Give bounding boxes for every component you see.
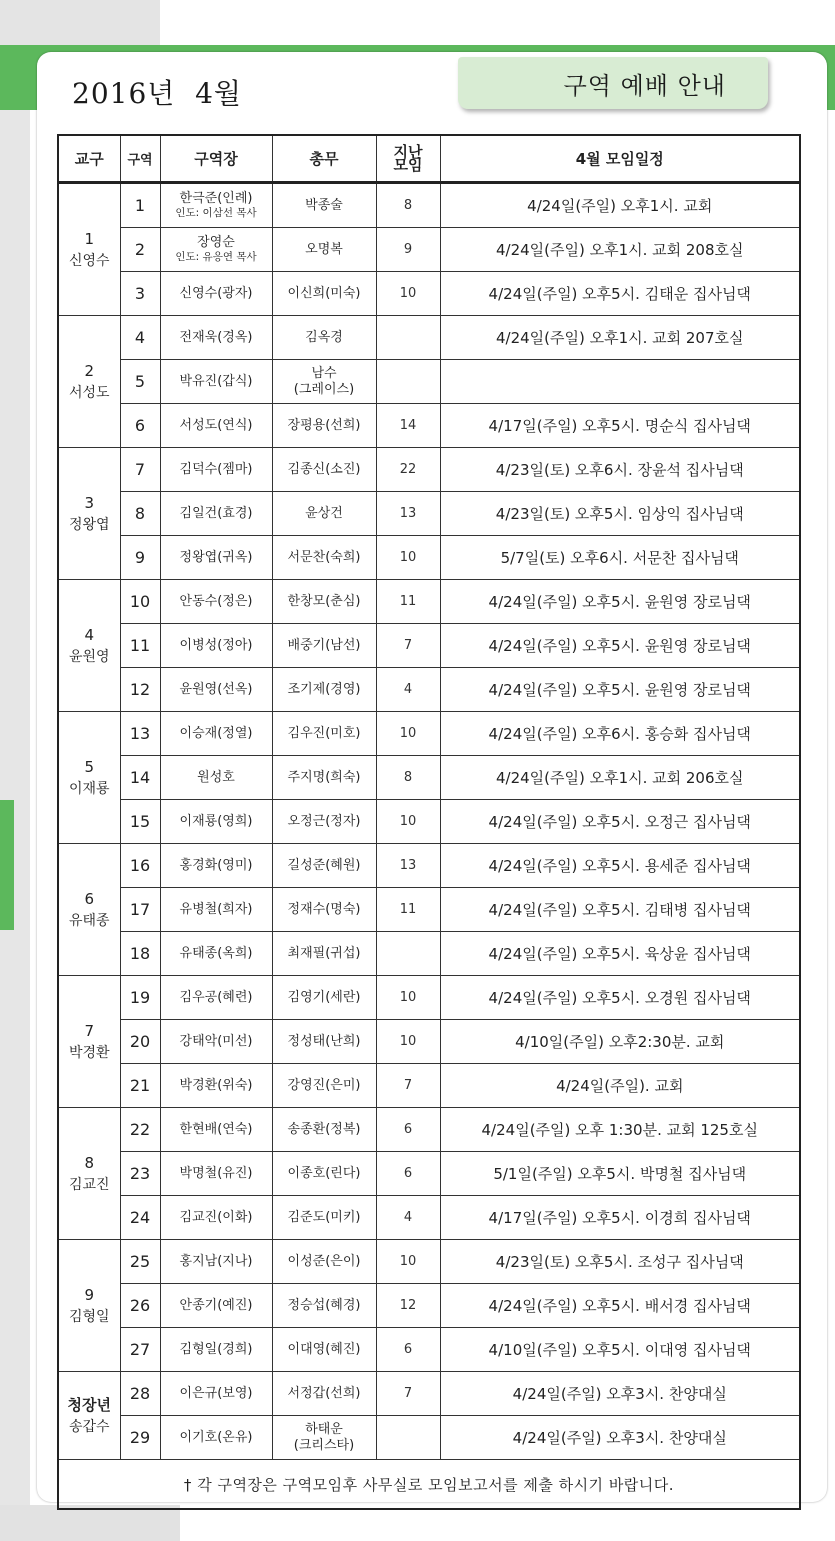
schedule-cell: 4/23일(토) 오후6시. 장윤석 집사님댁 — [440, 448, 800, 492]
zone-number: 19 — [120, 976, 160, 1020]
parish-number: 6 — [84, 889, 95, 908]
schedule-cell: 5/7일(토) 오후6시. 서문찬 집사님댁 — [440, 536, 800, 580]
parish-name: 윤원영 — [68, 648, 110, 665]
schedule-cell: 4/24일(주일) 오후1시. 교회 206호실 — [440, 756, 800, 800]
parish-cell — [58, 448, 120, 580]
schedule-cell: 4/24일(주일) 오후5시. 배서경 집사님댁 — [440, 1284, 800, 1328]
leader-name: 박유진(갑식) — [179, 374, 253, 389]
zone-number: 8 — [120, 492, 160, 536]
last-meeting-count: 4 — [376, 1196, 440, 1240]
zone-number: 27 — [120, 1328, 160, 1372]
parish-number: 7 — [84, 1021, 95, 1040]
parish-number: 1 — [84, 229, 95, 248]
leader-cell — [160, 183, 272, 228]
leader-cell — [160, 1020, 272, 1064]
parish-cell — [58, 1372, 120, 1460]
page-title: 2016년 4월 — [72, 77, 242, 110]
schedule-cell: 5/1일(주일) 오후5시. 박명철 집사님댁 — [440, 1152, 800, 1196]
leader-cell — [160, 492, 272, 536]
table-row — [58, 316, 800, 360]
zone-number: 17 — [120, 888, 160, 932]
parish-cell — [58, 1240, 120, 1372]
last-meeting-count: 22 — [376, 448, 440, 492]
last-meeting-count: 10 — [376, 1020, 440, 1064]
table-row — [58, 272, 800, 316]
leader-name: 김교진(이화) — [179, 1210, 253, 1225]
table-row — [58, 1284, 800, 1328]
col-header-schedule: 4월 모임일정 — [440, 135, 800, 183]
schedule-cell: 4/17일(주일) 오후5시. 이경희 집사님댁 — [440, 1196, 800, 1240]
leader-cell — [160, 668, 272, 712]
table-row — [58, 712, 800, 756]
leader-name: 안종기(예진) — [179, 1298, 253, 1313]
leader-guide: 인도: 이삼선 목사 — [175, 206, 257, 219]
col-header-manager: 총무 — [272, 135, 376, 183]
schedule-cell: 4/24일(주일) 오후5시. 김태운 집사님댁 — [440, 272, 800, 316]
manager-cell: 이신희(미숙) — [272, 272, 376, 316]
zone-number: 16 — [120, 844, 160, 888]
schedule-cell: 4/24일(주일). 교회 — [440, 1064, 800, 1108]
schedule-cell: 4/24일(주일) 오후3시. 찬양대실 — [440, 1372, 800, 1416]
leader-name: 이재룡(영희) — [179, 814, 253, 829]
table-row — [58, 888, 800, 932]
manager-cell: 길성준(혜원) — [272, 844, 376, 888]
table-row — [58, 580, 800, 624]
table-row — [58, 492, 800, 536]
leader-cell — [160, 360, 272, 404]
zone-number: 2 — [120, 228, 160, 272]
leader-name: 이병성(정아) — [179, 638, 253, 653]
leader-cell — [160, 932, 272, 976]
table-body — [58, 183, 800, 1460]
leader-cell — [160, 1372, 272, 1416]
table-row — [58, 448, 800, 492]
parish-number: 2 — [84, 361, 95, 380]
last-meeting-count: 10 — [376, 800, 440, 844]
table-row — [58, 1240, 800, 1284]
footer-note: † 각 구역장은 구역모임후 사무실로 모임보고서를 제출 하시기 바랍니다. — [58, 1460, 800, 1510]
leader-name: 강태악(미선) — [179, 1034, 253, 1049]
zone-number: 29 — [120, 1416, 160, 1460]
last-meeting-count: 10 — [376, 1240, 440, 1284]
table-row — [58, 932, 800, 976]
col-header-last-meeting: 지난 모임 — [376, 135, 440, 183]
last-meeting-count: 10 — [376, 976, 440, 1020]
manager-cell: 김우진(미호) — [272, 712, 376, 756]
leader-cell — [160, 800, 272, 844]
leader-cell — [160, 624, 272, 668]
schedule-cell: 4/10일(주일) 오후2:30분. 교회 — [440, 1020, 800, 1064]
table-row — [58, 624, 800, 668]
last-meeting-count: 14 — [376, 404, 440, 448]
schedule-cell: 4/10일(주일) 오후5시. 이대영 집사님댁 — [440, 1328, 800, 1372]
title-tab-label: 구역 예배 안내 — [563, 71, 726, 100]
parish-number: 4 — [84, 625, 95, 644]
schedule-cell: 4/24일(주일) 오후5시. 오정근 집사님댁 — [440, 800, 800, 844]
leader-name: 장영순 — [197, 234, 235, 250]
parish-name: 박경환 — [68, 1044, 110, 1061]
leader-name: 박경환(위숙) — [179, 1078, 253, 1093]
col-header-parish: 교구 — [58, 135, 120, 183]
schedule-cell: 4/23일(토) 오후5시. 임상익 집사님댁 — [440, 492, 800, 536]
manager-cell: 강영진(은미) — [272, 1064, 376, 1108]
leader-guide: 인도: 유응연 목사 — [175, 250, 257, 263]
background-left-gray — [0, 45, 30, 1541]
leader-name: 홍경화(영미) — [179, 858, 253, 873]
manager-cell: 서문찬(숙희) — [272, 536, 376, 580]
last-meeting-count: 7 — [376, 1372, 440, 1416]
manager-cell: 정재수(명숙) — [272, 888, 376, 932]
leader-name: 김형일(경희) — [179, 1342, 253, 1357]
leader-cell — [160, 272, 272, 316]
schedule-cell: 4/24일(주일) 오후 1:30분. 교회 125호실 — [440, 1108, 800, 1152]
leader-cell — [160, 1284, 272, 1328]
table-row — [58, 228, 800, 272]
leader-cell — [160, 712, 272, 756]
zone-number: 9 — [120, 536, 160, 580]
leader-name: 원성호 — [197, 770, 235, 785]
parish-name: 서성도 — [68, 384, 110, 401]
parish-cell — [58, 712, 120, 844]
last-meeting-count: 6 — [376, 1328, 440, 1372]
parish-cell — [58, 844, 120, 976]
table-row — [58, 360, 800, 404]
leader-cell — [160, 404, 272, 448]
manager-cell: 한창모(춘심) — [272, 580, 376, 624]
leader-name: 서성도(연식) — [179, 418, 253, 433]
table-row — [58, 1372, 800, 1416]
last-meeting-count: 13 — [376, 492, 440, 536]
leader-name: 박명철(유진) — [179, 1166, 253, 1181]
parish-name: 송갑수 — [68, 1418, 110, 1435]
leader-name: 김덕수(젬마) — [179, 462, 253, 477]
parish-name: 김교진 — [68, 1176, 110, 1193]
title-tab — [458, 57, 768, 109]
last-meeting-count: 6 — [376, 1108, 440, 1152]
zone-number: 12 — [120, 668, 160, 712]
manager-cell: 김영기(세란) — [272, 976, 376, 1020]
col-header-leader: 구역장 — [160, 135, 272, 183]
zone-number: 18 — [120, 932, 160, 976]
schedule-cell: 4/24일(주일) 오후5시. 육상윤 집사님댁 — [440, 932, 800, 976]
zone-number: 11 — [120, 624, 160, 668]
zone-number: 28 — [120, 1372, 160, 1416]
last-meeting-count: 11 — [376, 580, 440, 624]
manager-cell: 장평용(선희) — [272, 404, 376, 448]
zone-number: 24 — [120, 1196, 160, 1240]
zone-number: 15 — [120, 800, 160, 844]
parish-number: 8 — [84, 1153, 95, 1172]
table-row — [58, 1196, 800, 1240]
leader-cell — [160, 1328, 272, 1372]
manager-cell: 서정갑(선희) — [272, 1372, 376, 1416]
table-row — [58, 1328, 800, 1372]
manager-cell: 송종환(정복) — [272, 1108, 376, 1152]
schedule-cell — [440, 360, 800, 404]
leader-cell — [160, 536, 272, 580]
manager-cell: 김옥경 — [272, 316, 376, 360]
last-meeting-count: 11 — [376, 888, 440, 932]
leader-name: 윤원영(선옥) — [179, 682, 253, 697]
schedule-table — [57, 134, 801, 1510]
manager-cell: 박종술 — [272, 183, 376, 228]
leader-name: 김우공(혜련) — [179, 990, 253, 1005]
last-meeting-count: 8 — [376, 183, 440, 228]
manager-cell: 이대영(혜진) — [272, 1328, 376, 1372]
leader-cell — [160, 580, 272, 624]
schedule-cell: 4/24일(주일) 오후6시. 홍승화 집사님댁 — [440, 712, 800, 756]
leader-name: 김일건(효경) — [179, 506, 253, 521]
leader-cell — [160, 1416, 272, 1460]
last-meeting-count: 7 — [376, 624, 440, 668]
manager-cell: 오정근(정자) — [272, 800, 376, 844]
table-row — [58, 800, 800, 844]
leader-name: 이기호(온유) — [179, 1430, 253, 1445]
schedule-cell: 4/17일(주일) 오후5시. 명순식 집사님댁 — [440, 404, 800, 448]
leader-cell — [160, 756, 272, 800]
last-meeting-count: 10 — [376, 712, 440, 756]
table-row — [58, 668, 800, 712]
zone-number: 26 — [120, 1284, 160, 1328]
parish-name: 유태종 — [68, 912, 110, 929]
leader-cell — [160, 844, 272, 888]
parish-cell — [58, 1108, 120, 1240]
table-row — [58, 1416, 800, 1460]
leader-cell — [160, 976, 272, 1020]
schedule-cell: 4/24일(주일) 오후5시. 용세준 집사님댁 — [440, 844, 800, 888]
parish-cell — [58, 580, 120, 712]
zone-number: 23 — [120, 1152, 160, 1196]
manager-cell: 주지명(희숙) — [272, 756, 376, 800]
last-meeting-count: 9 — [376, 228, 440, 272]
leader-cell — [160, 1152, 272, 1196]
parish-name: 이재룡 — [68, 780, 110, 797]
zone-number: 6 — [120, 404, 160, 448]
schedule-cell: 4/24일(주일) 오후5시. 윤원영 장로님댁 — [440, 668, 800, 712]
leader-cell — [160, 888, 272, 932]
leader-cell — [160, 1064, 272, 1108]
parish-number: 5 — [84, 757, 95, 776]
col-header-zone: 구역 — [120, 135, 160, 183]
zone-number: 13 — [120, 712, 160, 756]
zone-number: 5 — [120, 360, 160, 404]
table-row — [58, 1108, 800, 1152]
manager-cell: 하태운 (크리스타) — [272, 1416, 376, 1460]
footer-row — [58, 1460, 800, 1510]
leader-name: 이승재(정열) — [179, 726, 253, 741]
leader-cell — [160, 448, 272, 492]
leader-cell — [160, 228, 272, 272]
leader-cell — [160, 316, 272, 360]
background-bottom-gray — [0, 1505, 180, 1541]
table-row — [58, 536, 800, 580]
schedule-cell: 4/24일(주일) 오후1시. 교회 207호실 — [440, 316, 800, 360]
table-header-row — [58, 135, 800, 183]
schedule-cell: 4/24일(주일) 오후5시. 윤원영 장로님댁 — [440, 624, 800, 668]
schedule-cell: 4/24일(주일) 오후5시. 김태병 집사님댁 — [440, 888, 800, 932]
manager-cell: 정성태(난희) — [272, 1020, 376, 1064]
leader-name: 홍지남(지나) — [179, 1254, 253, 1269]
last-meeting-count: 10 — [376, 272, 440, 316]
background-top-gray — [0, 0, 160, 45]
leader-cell — [160, 1196, 272, 1240]
zone-number: 7 — [120, 448, 160, 492]
last-meeting-count — [376, 1416, 440, 1460]
zone-number: 21 — [120, 1064, 160, 1108]
zone-number: 25 — [120, 1240, 160, 1284]
table-row — [58, 404, 800, 448]
schedule-cell: 4/24일(주일) 오후5시. 윤원영 장로님댁 — [440, 580, 800, 624]
parish-name: 정왕엽 — [68, 516, 110, 533]
manager-cell: 배중기(남선) — [272, 624, 376, 668]
zone-number: 1 — [120, 183, 160, 228]
table-row — [58, 183, 800, 228]
last-meeting-count: 8 — [376, 756, 440, 800]
manager-cell: 남수 (그레이스) — [272, 360, 376, 404]
manager-cell: 최재필(귀섭) — [272, 932, 376, 976]
manager-cell: 이성준(은이) — [272, 1240, 376, 1284]
manager-cell: 오명복 — [272, 228, 376, 272]
zone-number: 22 — [120, 1108, 160, 1152]
zone-number: 14 — [120, 756, 160, 800]
schedule-cell: 4/24일(주일) 오후1시. 교회 — [440, 183, 800, 228]
leader-name: 유병철(희자) — [179, 902, 253, 917]
zone-number: 20 — [120, 1020, 160, 1064]
leader-name: 한극준(인례) — [179, 190, 253, 206]
table-row — [58, 756, 800, 800]
schedule-cell: 4/24일(주일) 오후5시. 오경원 집사님댁 — [440, 976, 800, 1020]
table-row — [58, 1020, 800, 1064]
green-side-tab — [0, 800, 14, 930]
leader-name: 이은규(보영) — [179, 1386, 253, 1401]
leader-name: 정왕엽(귀옥) — [179, 550, 253, 565]
last-meeting-count: 4 — [376, 668, 440, 712]
parish-number: 청장년 — [67, 1395, 111, 1414]
manager-cell: 조기제(경영) — [272, 668, 376, 712]
last-meeting-count — [376, 932, 440, 976]
leader-name: 유태종(옥희) — [179, 946, 253, 961]
leader-name: 안동수(정은) — [179, 594, 253, 609]
table-row — [58, 1152, 800, 1196]
leader-name: 신영수(광자) — [179, 286, 253, 301]
leader-name: 한현배(연숙) — [179, 1122, 253, 1137]
last-meeting-count: 12 — [376, 1284, 440, 1328]
last-meeting-count: 13 — [376, 844, 440, 888]
parish-name: 신영수 — [68, 252, 110, 269]
zone-number: 4 — [120, 316, 160, 360]
table-row — [58, 844, 800, 888]
last-meeting-count: 7 — [376, 1064, 440, 1108]
last-meeting-count: 6 — [376, 1152, 440, 1196]
table-row — [58, 976, 800, 1020]
leader-cell — [160, 1108, 272, 1152]
schedule-cell: 4/23일(토) 오후5시. 조성구 집사님댁 — [440, 1240, 800, 1284]
leader-cell — [160, 1240, 272, 1284]
parish-cell — [58, 316, 120, 448]
last-meeting-count — [376, 316, 440, 360]
parish-cell — [58, 976, 120, 1108]
manager-cell: 윤상건 — [272, 492, 376, 536]
leader-name: 전재욱(경옥) — [179, 330, 253, 345]
manager-cell: 김준도(미키) — [272, 1196, 376, 1240]
zone-number: 10 — [120, 580, 160, 624]
last-meeting-count: 10 — [376, 536, 440, 580]
parish-number: 9 — [84, 1285, 95, 1304]
last-meeting-count — [376, 360, 440, 404]
zone-number: 3 — [120, 272, 160, 316]
manager-cell: 정승섭(혜경) — [272, 1284, 376, 1328]
manager-cell: 김종신(소진) — [272, 448, 376, 492]
schedule-cell: 4/24일(주일) 오후3시. 찬양대실 — [440, 1416, 800, 1460]
parish-cell — [58, 183, 120, 316]
parish-number: 3 — [84, 493, 95, 512]
table-row — [58, 1064, 800, 1108]
parish-name: 김형일 — [68, 1308, 110, 1325]
schedule-cell: 4/24일(주일) 오후1시. 교회 208호실 — [440, 228, 800, 272]
manager-cell: 이종호(린다) — [272, 1152, 376, 1196]
